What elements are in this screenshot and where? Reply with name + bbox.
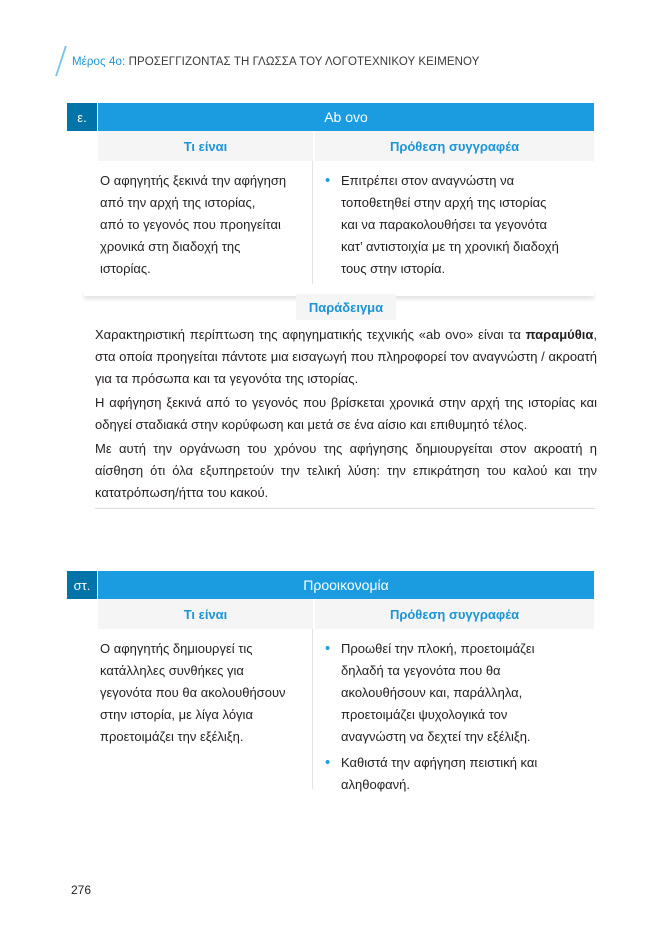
definition-line: Ο αφηγητής ξεκινά την αφήγηση xyxy=(100,173,287,188)
table-body-row xyxy=(98,161,594,284)
definition-cell xyxy=(98,629,313,789)
page-number: 276 xyxy=(71,883,92,897)
header-title: ΠΡΟΣΕΓΓΙΖΟΝΤΑΣ ΤΗ ΓΛΩΣΣΑ ΤΟΥ ΛΟΓΟΤΕΧΝΙΚΟΥ ΚΕΙΜΕΝΟΥ xyxy=(128,56,480,68)
intent-list xyxy=(325,170,588,280)
example-divider xyxy=(95,508,595,509)
example-p1-start: Χαρακτηριστική περίπτωση της αφηγηματικής τεχνικής «ab ovo» είναι τα xyxy=(95,327,526,342)
definition-table xyxy=(98,131,594,284)
definition-line: Ο αφηγητής δημιουργεί τις xyxy=(100,641,253,656)
intent-line: τους στην ιστορία. xyxy=(341,261,446,276)
definition-line: προετοιμάζει την εξέλιξη. xyxy=(100,729,244,744)
intent-cell xyxy=(313,629,594,800)
section-letter: ε. xyxy=(67,103,97,131)
intent-line: αναγνώστη να δεχτεί την εξέλιξη. xyxy=(341,729,531,744)
intent-line: προετοιμάζει ψυχολογικά τον xyxy=(341,707,508,722)
example-text xyxy=(95,324,597,506)
definition-table xyxy=(98,599,594,800)
definition-line: στην ιστορία, με λίγα λόγια xyxy=(100,707,253,722)
column-header-intent: Πρόθεση συγγραφέα xyxy=(315,131,594,161)
intent-bullet xyxy=(325,638,588,748)
definition-line: γεγονότα που θα ακολουθήσουν xyxy=(100,685,286,700)
section-title: Ab ovo xyxy=(98,103,594,131)
intent-line: κατ’ αντιστοιχία με τη χρονική διαδοχή xyxy=(341,239,559,254)
definition-line: κατάλληλες συνθήκες για xyxy=(100,663,244,678)
header-part: Μέρος 4ο: xyxy=(72,56,126,68)
intent-list xyxy=(325,638,588,796)
section-title: Προοικονομία xyxy=(98,571,594,599)
column-header-intent: Πρόθεση συγγραφέα xyxy=(315,599,594,629)
intent-line: δηλαδή τα γεγονότα που θα xyxy=(341,663,501,678)
definition-line: ιστορίας. xyxy=(100,261,151,276)
table-body-row xyxy=(98,629,594,800)
column-header-what: Τι είναι xyxy=(98,599,313,629)
definition-line: από την αρχή της ιστορίας, xyxy=(100,195,256,210)
example-label: Παράδειγμα xyxy=(296,294,396,320)
definition-line: από το γεγονός που προηγείται xyxy=(100,217,281,232)
intent-line: • Καθιστά την αφήγηση πειστική και xyxy=(341,755,538,770)
example-p1-bold: παραμύθια xyxy=(525,327,594,342)
intent-cell xyxy=(313,161,594,284)
section-prooikonomia xyxy=(67,571,594,800)
intent-line: τοποθετηθεί στην αρχή της ιστορίας xyxy=(341,195,547,210)
section-title-bar xyxy=(67,571,594,599)
table-header-row xyxy=(98,599,594,629)
header-slash-decoration xyxy=(55,46,67,76)
running-header xyxy=(58,44,618,78)
example-paragraph-1 xyxy=(95,324,597,390)
intent-bullet xyxy=(325,752,588,796)
header-text xyxy=(72,56,480,68)
example-paragraph-3: Με αυτή την οργάνωση του χρόνου της αφήγησης δημιουργείται στον ακροατή η αίσθηση ότι όλα εξυπηρετούν την τελική λύση: την επικράτηση του καλού και την κατατρόπωση/ήττα του κακού. xyxy=(95,441,597,500)
intent-line: • Προωθεί την πλοκή, προετοιμάζει xyxy=(341,641,535,656)
table-header-row xyxy=(98,131,594,161)
column-header-what: Τι είναι xyxy=(98,131,313,161)
definition-line: χρονικά στη διαδοχή της xyxy=(100,239,241,254)
section-ab-ovo xyxy=(67,103,594,284)
example-p1-end: , στα οποία προηγείται πάντοτε μια εισαγωγή που πληροφορεί τον αναγνώστη / ακροατή για τα πρόσωπα και τα γεγονότα της ιστορίας. xyxy=(95,327,597,386)
intent-line: • Επιτρέπει στον αναγνώστη να xyxy=(341,173,515,188)
section-title-bar xyxy=(67,103,594,131)
intent-line: ακολουθήσουν και, παράλληλα, xyxy=(341,685,523,700)
example-paragraph-2: Η αφήγηση ξεκινά από το γεγονός που βρίσκεται χρονικά στην αρχή της ιστορίας και οδηγεί σταδιακά στην κορύφωση και μετά σε ένα αίσιο και επιθυμητό τέλος. xyxy=(95,395,597,432)
section-letter: στ. xyxy=(67,571,97,599)
definition-cell xyxy=(98,161,313,284)
intent-line: αληθοφανή. xyxy=(341,777,410,792)
intent-bullet xyxy=(325,170,588,280)
intent-line: και να παρακολουθήσει τα γεγονότα xyxy=(341,217,548,232)
